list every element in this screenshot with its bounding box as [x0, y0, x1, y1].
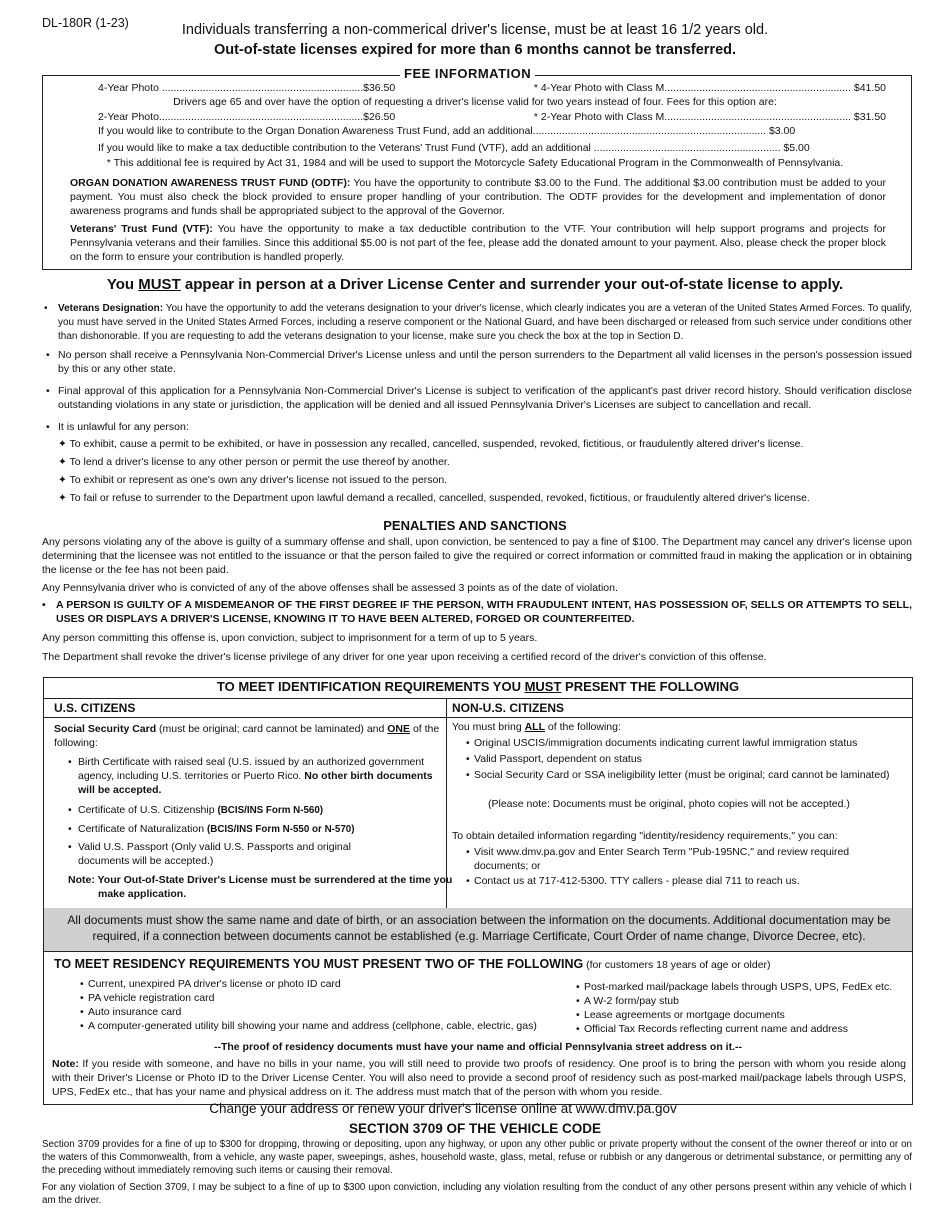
residency-item: • A computer-generated utility bill showing your name and address (cellphone, cable, electric, gas)	[80, 1020, 537, 1032]
divider	[44, 951, 912, 952]
us-doc-item: • Certificate of Naturalization (BCIS/INS Form N-550 or N-570)	[68, 823, 355, 835]
us-ssc-requirement: Social Security Card (must be original; card cannot be laminated) and ONE of the following:	[54, 723, 440, 749]
divider	[44, 698, 912, 699]
non-us-intro: You must bring ALL of the following:	[452, 721, 621, 733]
approval-bullet: • Final approval of this application for a Pennsylvania Non-Commercial Driver's License is subject to verification of the applicant's past driver record history. Should verification disclose outstanding violations in any state or jurisdiction, the application will be denied and all issued Pennsylvania Driver's Licenses are subject to cancellation and recall.	[46, 385, 912, 411]
unlawful-bullet: • It is unlawful for any person:	[46, 421, 189, 433]
residency-item: • A W-2 form/pay stub	[576, 995, 679, 1007]
section-3709-paragraph: Section 3709 provides for a fine of up to $300 for dropping, throwing or depositing, upon any highway, or upon any other public or private property without the consent of the owner thereof or into or on the waters of this Commonwealth, from a vehicle, any waste paper, sweepings, ashes, household waste, glass, metal, refuse or rubbish or any dangerous or detrimental substance, or permitting any of the preceding without immediately removing such items or causing their removal.	[42, 1139, 912, 1176]
odtf-heading: ORGAN DONATION AWARENESS TRUST FUND (ODTF):	[70, 177, 351, 189]
us-doc-item: • Valid U.S. Passport (Only valid U.S. Passports and original documents will be accepted.)	[68, 841, 351, 867]
fee-act-note: * This additional fee is required by Act 31, 1984 and will be used to support the Motorcycle Safety Educational Program in the Commonwealth of Pennsylvania.	[106, 157, 844, 169]
revocation-paragraph: The Department shall revoke the driver's license privilege of any driver for one year upon receiving a certified record of the driver's conviction of this offense.	[42, 651, 767, 663]
online-renewal-note: Change your address or renew your driver's license online at www.dmv.pa.gov	[209, 1101, 677, 1116]
non-us-doc-item: • Social Security Card or SSA ineligibility letter (must be original; card cannot be laminated)	[466, 769, 890, 781]
fee-4yr-photo: 4-Year Photo .....................................................................$36.50	[98, 82, 396, 94]
unlawful-item: ✦ To exhibit, cause a permit to be exhibited, or have in possession any recalled, cancelled, suspended, revoked, fictitious, or fraudulently altered driver's license.	[58, 438, 804, 450]
odtf-text: You have the opportunity to contribute $3.00 to the Fund. The additional $3.00 contribution must be added to your payment. You must also check the block provided to ensure proper handling of your contribution. The ODTF provides for the development and implementation of donor awareness programs and funds shall be appropriated subject to the approval of the Governor.	[70, 177, 886, 217]
points-paragraph: Any Pennsylvania driver who is convicted of any of the above offenses shall be assessed 3 points as of the date of violation.	[42, 582, 618, 594]
fee-veterans-fund: If you would like to make a tax deductible contribution to the Veterans' Trust Fund (VTF), add an additional ................................................................ $5.00	[98, 142, 810, 154]
residency-item: • Official Tax Records reflecting current name and address	[576, 1023, 848, 1035]
form-id: DL-180R (1-23)	[42, 16, 129, 30]
veterans-designation-bullet: • Veterans Designation: You have the opportunity to add the veterans designation to your driver's license, which clearly indicates you are a veteran of the United States Armed Forces. To qualify, you must have served in the United States Armed Forces, including a reserve component or the National Guard, and have been discharged or released from such service under conditions other than dishonorable. If you are requesting to add the veterans designation to your license, make sure you check the box at the top in Section D.	[44, 303, 912, 342]
fee-2yr-class-m: * 2-Year Photo with Class M................................................................ $31.50	[533, 111, 886, 123]
non-us-doc-item: • Original USCIS/immigration documents indicating current lawful immigration status	[466, 737, 858, 749]
residency-item: • PA vehicle registration card	[80, 992, 215, 1004]
residency-note: Note: If you reside with someone, and have no bills in your name, you will still need to provide two proofs of residency. One proof is to bring the person with whom you reside along with their Driver's License or Photo ID to the Driver License Center. You will also need to provide a second proof of residency such as post-marked mail/package labels through USPS, UPS, FedEx etc., that has your name and physical address on it. The address must match that of the person with whom you reside.	[52, 1058, 906, 1098]
vtf-text: You have the opportunity to make a tax deductible contribution to the VTF. Your contribution will help support programs and projects for Pennsylvania veterans and their families. Since this additional $5.00 is not part of the fee, please add the donated amount to your payment. Also, please check the proper block on the form to ensure your contribution is handled properly.	[70, 223, 886, 263]
same-name-notice: All documents must show the same name and date of birth, or an association between the information on the documents. Additional documentation may be required, if a connection between documents cannot be established (e.g. Marriage Certificate, Court Order of name change, Divorce Decree, etc).	[67, 913, 891, 943]
unlawful-item: ✦ To exhibit or represent as one's own any driver's license not issued to the person.	[58, 474, 448, 486]
us-doc-item: • Certificate of U.S. Citizenship (BCIS/INS Form N-560)	[68, 804, 324, 816]
unlawful-item: ✦ To lend a driver's license to any other person or permit the use thereof by another.	[58, 456, 450, 468]
vtf-paragraph	[70, 222, 886, 264]
us-doc-item: • Birth Certificate with raised seal (U.S. issued by an authorized government agency, including U.S. territories or Puerto Rico. No other birth documents will be accepted.	[68, 756, 433, 796]
non-us-info-item: • Contact us at 717-412-5300. TTY callers - please dial 711 to reach us.	[466, 875, 800, 887]
residency-item: • Post-marked mail/package labels through USPS, UPS, FedEx etc.	[576, 981, 893, 993]
section-3709-violation: For any violation of Section 3709, I may be subject to a fine of up to $300 upon conviction, including any violation resulting from the conduct of any other persons present within any vehicle of which I am the driver.	[42, 1182, 912, 1206]
residency-item: • Auto insurance card	[80, 1006, 182, 1018]
fee-2yr-photo: 2-Year Photo......................................................................$26.50	[98, 111, 396, 123]
age-requirement: Individuals transferring a non-commerical driver's license, must be at least 16 1/2 years old.	[181, 22, 769, 38]
appear-in-person-heading: You MUST appear in person at a Driver License Center and surrender your out-of-state license to apply.	[106, 276, 844, 293]
non-us-original-note: (Please note: Documents must be original, photo copies will not be accepted.)	[488, 798, 850, 810]
fee-senior-note: Drivers age 65 and over have the option of requesting a driver's license valid for two years instead of four. Fees for this option are:	[173, 96, 777, 108]
odtf-paragraph	[70, 176, 886, 218]
residency-title: TO MEET RESIDENCY REQUIREMENTS YOU MUST PRESENT TWO OF THE FOLLOWING (for customers 18 years of age or older)	[54, 957, 771, 971]
identification-title: TO MEET IDENTIFICATION REQUIREMENTS YOU MUST PRESENT THE FOLLOWING	[216, 679, 740, 694]
fee-information-title: FEE INFORMATION	[400, 66, 535, 81]
unlawful-item: ✦ To fail or refuse to surrender to the Department upon lawful demand a recalled, cancelled, suspended, revoked, fictitious, or fraudulently altered driver's license.	[58, 492, 810, 504]
fee-4yr-class-m: * 4-Year Photo with Class M................................................................ $41.50	[533, 82, 886, 94]
non-us-info-item: • Visit www.dmv.pa.gov and Enter Search Term "Pub-195NC," and review required documents; or	[466, 846, 850, 872]
vtf-heading: Veterans' Trust Fund (VTF):	[70, 223, 213, 235]
non-us-doc-item: • Valid Passport, dependent on status	[466, 753, 642, 765]
fee-organ-donation: If you would like to contribute to the Organ Donation Awareness Trust Fund, add an additional................................................................................ $3.00	[98, 125, 796, 137]
divider	[44, 717, 912, 718]
misdemeanor-paragraph: • A PERSON IS GUILTY OF A MISDEMEANOR OF THE FIRST DEGREE IF THE PERSON, WITH FRAUDULENT INTENT, HAS POSSESSION OF, SELLS OR ATTEMPTS TO SELL, USES OR DISPLAYS A DRIVER'S LICENSE, KNOWING IT TO HAVE BEEN ALTERED, FORGED OR COUNTERFEITED.	[42, 599, 912, 625]
non-us-citizens-heading: NON-U.S. CITIZENS	[452, 701, 565, 715]
imprisonment-paragraph: Any person committing this offense is, upon conviction, subject to imprisonment for a term of up to 5 years.	[42, 632, 538, 644]
non-us-info: To obtain detailed information regarding "identity/residency requirements," you can:	[452, 830, 838, 842]
section-3709-title: SECTION 3709 OF THE VEHICLE CODE	[348, 1121, 602, 1136]
us-citizens-heading: U.S. CITIZENS	[54, 701, 136, 715]
residency-proof-note: --The proof of residency documents must have your name and official Pennsylvania street address on it.--	[213, 1041, 743, 1053]
us-surrender-note: Note: Your Out-of-State Driver's License must be surrendered at the time you make application.	[68, 874, 453, 900]
residency-item: • Current, unexpired PA driver's license or photo ID card	[80, 978, 341, 990]
penalties-title: PENALTIES AND SANCTIONS	[383, 518, 567, 533]
expiry-rule: Out-of-state licenses expired for more than 6 months cannot be transferred.	[213, 42, 737, 58]
residency-item: • Lease agreements or mortgage documents	[576, 1009, 785, 1021]
penalties-paragraph: Any persons violating any of the above is guilty of a summary offense and shall, upon conviction, be sentenced to pay a fine of $100. The Department may cancel any driver's license upon determining that the licensee was not entitled to the issuance or that the person failed to give the required or correct information or committed fraud in making the application or in obtaining the license or the fee has not been paid.	[42, 536, 912, 576]
surrender-bullet: • No person shall receive a Pennsylvania Non-Commercial Driver's License unless and until the person surrenders to the Department all valid licenses in the person's possession issued by this or any other state.	[46, 349, 912, 375]
